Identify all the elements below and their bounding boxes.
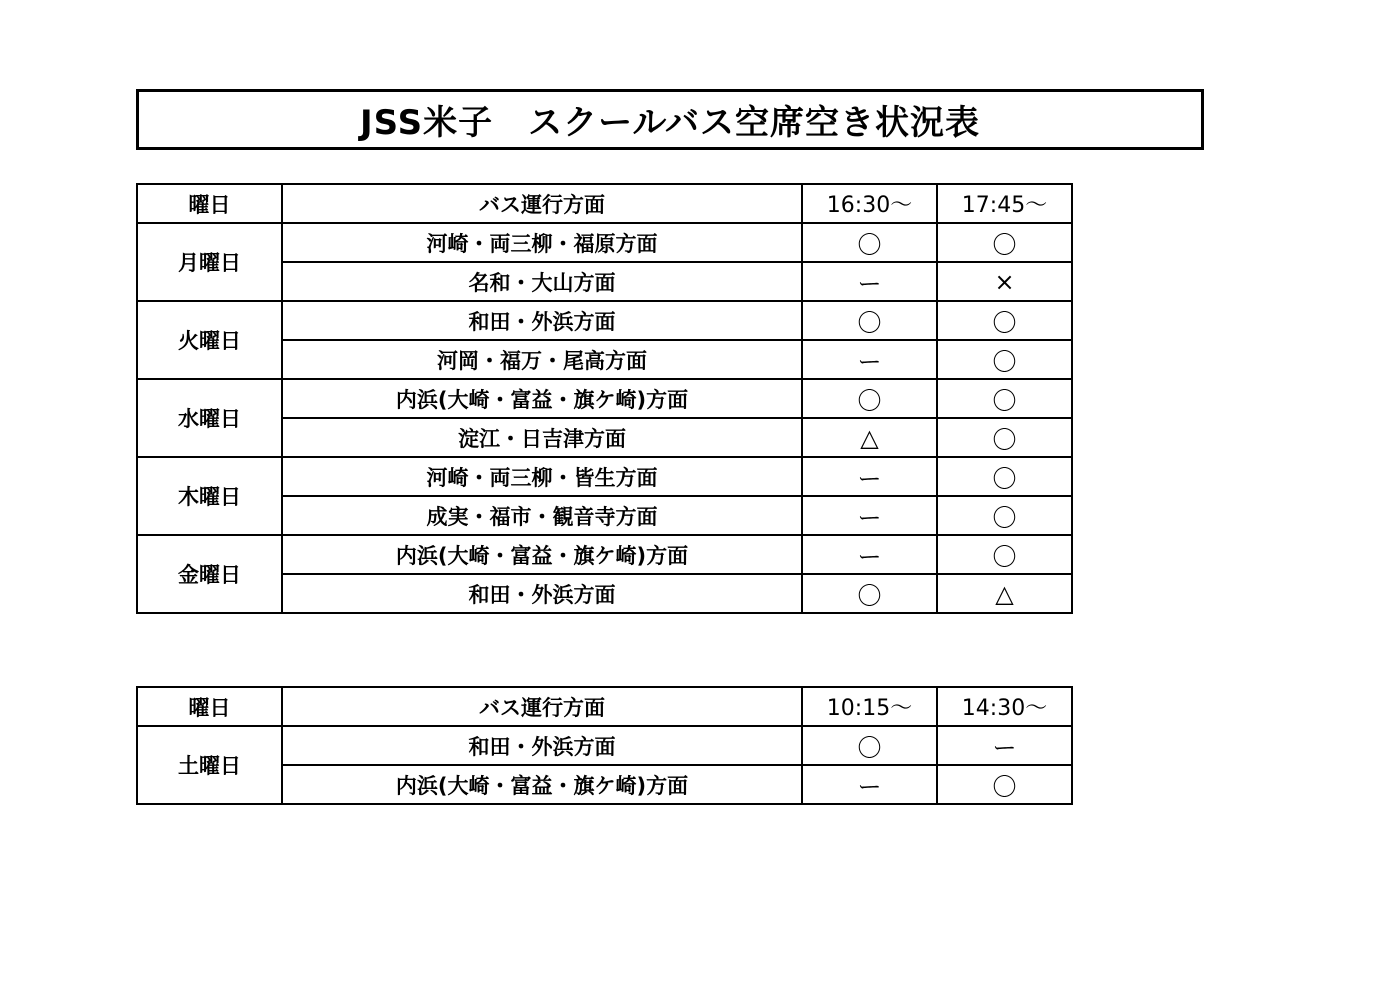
route-cell: 淀江・日吉津方面: [282, 418, 802, 457]
table-header-row: [137, 184, 1072, 223]
day-cell-monday: 月曜日: [137, 223, 282, 301]
status-cell: 〇: [937, 765, 1072, 804]
day-cell-saturday: 土曜日: [137, 726, 282, 804]
status-cell: ー: [802, 496, 937, 535]
status-cell: 〇: [802, 726, 937, 765]
page-title: JSS米子 スクールバス空席空き状況表: [359, 103, 981, 143]
status-cell: ×: [937, 262, 1072, 301]
route-cell: 内浜(大崎・富益・旗ケ崎)方面: [282, 765, 802, 804]
route-cell: 内浜(大崎・富益・旗ケ崎)方面: [282, 535, 802, 574]
day-cell-tuesday: 火曜日: [137, 301, 282, 379]
status-cell: ー: [802, 535, 937, 574]
status-cell: ー: [802, 262, 937, 301]
header-day: 曜日: [137, 184, 282, 223]
status-cell: △: [802, 418, 937, 457]
status-cell: ー: [802, 765, 937, 804]
status-cell: ー: [802, 340, 937, 379]
weekday-schedule-table: [136, 183, 1073, 614]
header-route: バス運行方面: [282, 184, 802, 223]
route-cell: 河崎・両三柳・皆生方面: [282, 457, 802, 496]
table-row: [137, 726, 1072, 765]
status-cell: 〇: [937, 535, 1072, 574]
status-cell: △: [937, 574, 1072, 613]
day-cell-friday: 金曜日: [137, 535, 282, 613]
header-time-1: 10:15～: [802, 687, 937, 726]
route-cell: 名和・大山方面: [282, 262, 802, 301]
title-box: [136, 89, 1204, 150]
header-day: 曜日: [137, 687, 282, 726]
header-route: バス運行方面: [282, 687, 802, 726]
status-cell: 〇: [937, 379, 1072, 418]
day-cell-thursday: 木曜日: [137, 457, 282, 535]
day-cell-wednesday: 水曜日: [137, 379, 282, 457]
route-cell: 内浜(大崎・富益・旗ケ崎)方面: [282, 379, 802, 418]
header-time-1: 16:30～: [802, 184, 937, 223]
table-row: [137, 457, 1072, 496]
status-cell: 〇: [802, 301, 937, 340]
status-cell: 〇: [937, 223, 1072, 262]
status-cell: 〇: [937, 418, 1072, 457]
table-row: [137, 535, 1072, 574]
table-header-row: [137, 687, 1072, 726]
route-cell: 成実・福市・観音寺方面: [282, 496, 802, 535]
route-cell: 和田・外浜方面: [282, 301, 802, 340]
saturday-schedule-table: [136, 686, 1073, 805]
status-cell: 〇: [802, 379, 937, 418]
header-time-2: 17:45～: [937, 184, 1072, 223]
table-row: [137, 301, 1072, 340]
status-cell: 〇: [802, 574, 937, 613]
route-cell: 和田・外浜方面: [282, 726, 802, 765]
table-row: [137, 379, 1072, 418]
status-cell: ー: [802, 457, 937, 496]
status-cell: 〇: [802, 223, 937, 262]
route-cell: 河岡・福万・尾高方面: [282, 340, 802, 379]
status-cell: ー: [937, 726, 1072, 765]
table-row: [137, 223, 1072, 262]
status-cell: 〇: [937, 457, 1072, 496]
status-cell: 〇: [937, 340, 1072, 379]
status-cell: 〇: [937, 496, 1072, 535]
route-cell: 河崎・両三柳・福原方面: [282, 223, 802, 262]
route-cell: 和田・外浜方面: [282, 574, 802, 613]
status-cell: 〇: [937, 301, 1072, 340]
header-time-2: 14:30～: [937, 687, 1072, 726]
